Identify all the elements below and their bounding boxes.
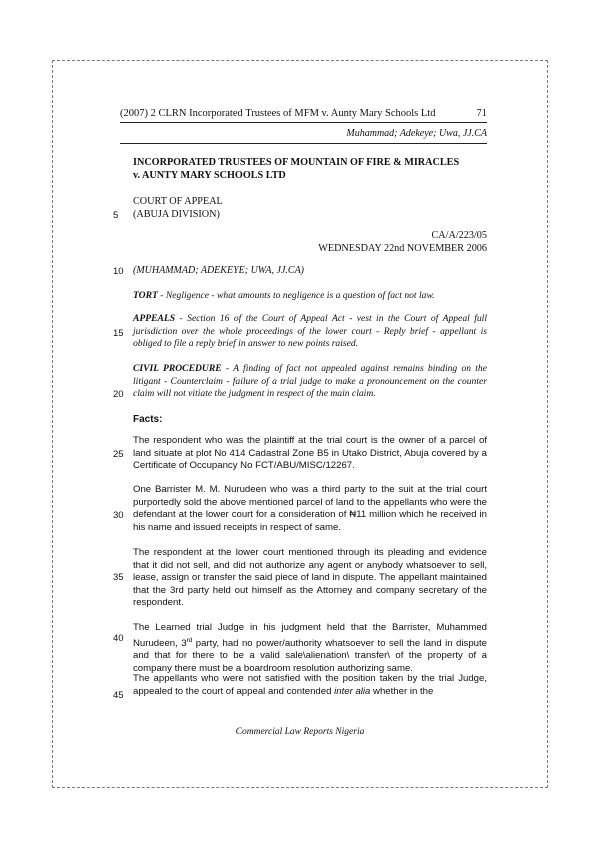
court-line-2: (ABUJA DIVISION) [133, 209, 220, 220]
p4-text-end: party, had no power/authority whatsoever to sell the land in dispute and that for there to be a valid sale\alienation\ transfer\ of the property of a company there must be a boardroom resolution authorizing same. [133, 637, 487, 674]
case-parties [133, 156, 459, 182]
headnote-civil-label: CIVIL PROCEDURE [133, 363, 222, 374]
header-judges: Muhammad; Adekeye; Uwa, JJ.CA [346, 128, 487, 139]
facts-paragraph-5 [133, 673, 487, 698]
court-line-1: COURT OF APPEAL [133, 196, 223, 207]
facts-heading: Facts: [133, 414, 163, 425]
headnote-appeals-label: APPEALS [133, 313, 176, 324]
headnote-tort [133, 290, 487, 303]
line-number-10: 10 [113, 266, 124, 277]
p4-text-start: The Learned trial Judge in his judgment held that the Barrister, Muhammed Nurudeen, 3 [133, 622, 487, 649]
facts-paragraph-3: The respondent at the lower court mentioned through its pleading and evidence that it did not sell, and did not authorize any agent or anybody whatsoever to sell, lease, assign or transfer the said piece of land in dispute. The appellant maintained that the 3rd party held out himself as the Attorney and company secretary of the respondent. [133, 547, 487, 608]
line-number-40: 40 [113, 633, 124, 644]
line-number-30: 30 [113, 510, 124, 521]
running-header [120, 108, 487, 119]
header-page-number: 71 [476, 108, 487, 119]
p5-latin-phrase: inter alia [334, 685, 371, 697]
p5-text-start: The appellants who were not satisfied with the position taken by the trial Judge, appealed to the court of appeal and contended [133, 673, 487, 697]
line-number-45: 45 [113, 690, 124, 701]
headnote-appeals-text: - Section 16 of the Court of Appeal Act - vest in the Court of Appeal full jurisdiction over the whole proceedings of the lower court - Reply brief - appellant is obliged to file a reply brief in answer to new points raised. [133, 313, 487, 350]
judges-rule [120, 143, 487, 144]
headnote-civil-procedure [133, 363, 487, 401]
headnote-tort-text: - Negligence - what amounts to negligence is a question of fact not law. [157, 290, 435, 301]
judgment-date: WEDNESDAY 22nd NOVEMBER 2006 [318, 243, 487, 254]
footer-publication: Commercial Law Reports Nigeria [235, 727, 365, 737]
party-line-2: v. AUNTY MARY SCHOOLS LTD [133, 170, 286, 181]
p5-text-end: whether in the [370, 685, 434, 697]
line-number-20: 20 [113, 389, 124, 400]
line-number-5: 5 [113, 210, 119, 221]
facts-paragraph-1: The respondent who was the plaintiff at the trial court is the owner of a parcel of land situate at plot No 414 Cadastral Zone B5 in Utako District, Abuja covered by a Certificate of Occupancy No FCT/ABU/MISC/12267. [133, 435, 487, 471]
suit-block [133, 229, 487, 255]
facts-paragraph-4 [133, 622, 487, 675]
header-rule [120, 122, 487, 123]
line-number-25: 25 [113, 449, 124, 460]
headnote-tort-label: TORT [133, 290, 158, 301]
facts-paragraph-2: One Barrister M. M. Nurudeen who was a third party to the suit at the trial court purportedly sold the above mentioned parcel of land to the appellants who were the defendant at the lower court for a consideration of ₦11 million which he received in his name and issued receipts in respect of same. [133, 484, 487, 533]
header-citation: (2007) 2 CLRN Incorporated Trustees of MFM v. Aunty Mary Schools Ltd [120, 108, 436, 119]
suit-number: CA/A/223/05 [431, 230, 487, 241]
headnote-civil-text: - A finding of fact not appealed against remains binding on the litigant - Counterclaim - failure of a trial judge to make a pronouncement on the counter claim will not vitiate the judgment in respect of the main claim. [133, 363, 487, 400]
p4-ordinal: rd [186, 636, 193, 644]
line-number-35: 35 [113, 572, 124, 583]
line-number-15: 15 [113, 328, 124, 339]
coram: (MUHAMMAD; ADEKEYE; UWA, JJ.CA) [133, 265, 305, 276]
court-name [133, 195, 223, 221]
party-line-1: INCORPORATED TRUSTEES OF MOUNTAIN OF FIRE & MIRACLES [133, 157, 460, 168]
headnote-appeals [133, 313, 487, 351]
